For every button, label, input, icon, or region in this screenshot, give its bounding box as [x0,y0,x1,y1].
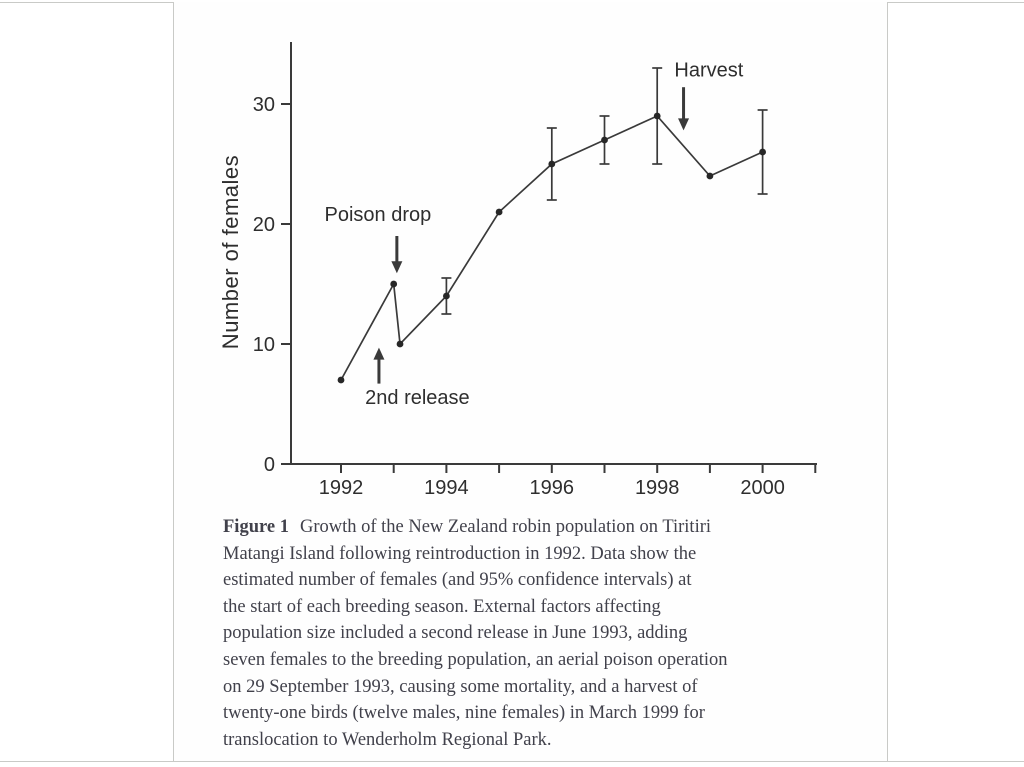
x-tick-label: 1994 [424,477,469,499]
caption-line: population size included a second release in June 1993, adding [223,623,688,644]
caption-line: seven females to the breeding population, an aerial poison operation [223,649,728,670]
x-tick-label: 1998 [634,477,680,499]
annotation-label: Harvest [674,59,744,82]
data-point [654,113,661,120]
y-axis-title: Number of females [218,154,243,350]
y-tick-label: 10 [252,334,275,356]
caption-line: Matangi Island following reintroduction in 1992. Data show the [223,543,697,564]
data-point [390,281,397,288]
data-point [338,377,345,384]
x-tick-label: 1996 [529,477,575,499]
data-point [397,341,404,348]
annotation-label: Poison drop [324,204,432,226]
data-point [707,173,714,180]
annotation-arrow-head [373,348,384,360]
data-point [548,161,555,168]
document-page [173,2,888,761]
annotation-arrow-head [678,118,689,130]
page-bottom-border [0,761,1024,762]
caption-line [223,514,851,541]
annotation-arrow-head [391,261,402,273]
y-tick-label: 30 [252,94,275,116]
caption-line: translocation to Wenderholm Regional Park. [223,729,552,750]
caption-text: Growth of the New Zealand robin population on Tiritiri [299,517,712,537]
y-tick-label: 20 [252,214,275,236]
caption-line: estimated number of females (and 95% confidence intervals) at [223,570,692,591]
data-point [601,137,608,144]
robin-population-chart [174,2,889,514]
data-point [443,293,450,300]
caption-line: on 29 September 1993, causing some mortality, and a harvest of [223,676,698,697]
x-tick-label: 1992 [318,477,364,499]
y-tick-label: 0 [263,454,275,476]
figure-label: Figure 1 [223,517,289,537]
annotation-label: 2nd release [365,387,470,409]
caption-line: twenty-one birds (twelve males, nine females) in March 1999 for [223,703,705,724]
x-tick-label: 2000 [740,477,785,499]
data-point [496,209,503,216]
figure-caption [223,514,851,753]
data-point [759,149,766,156]
caption-line: the start of each breeding season. External factors affecting [223,596,661,617]
